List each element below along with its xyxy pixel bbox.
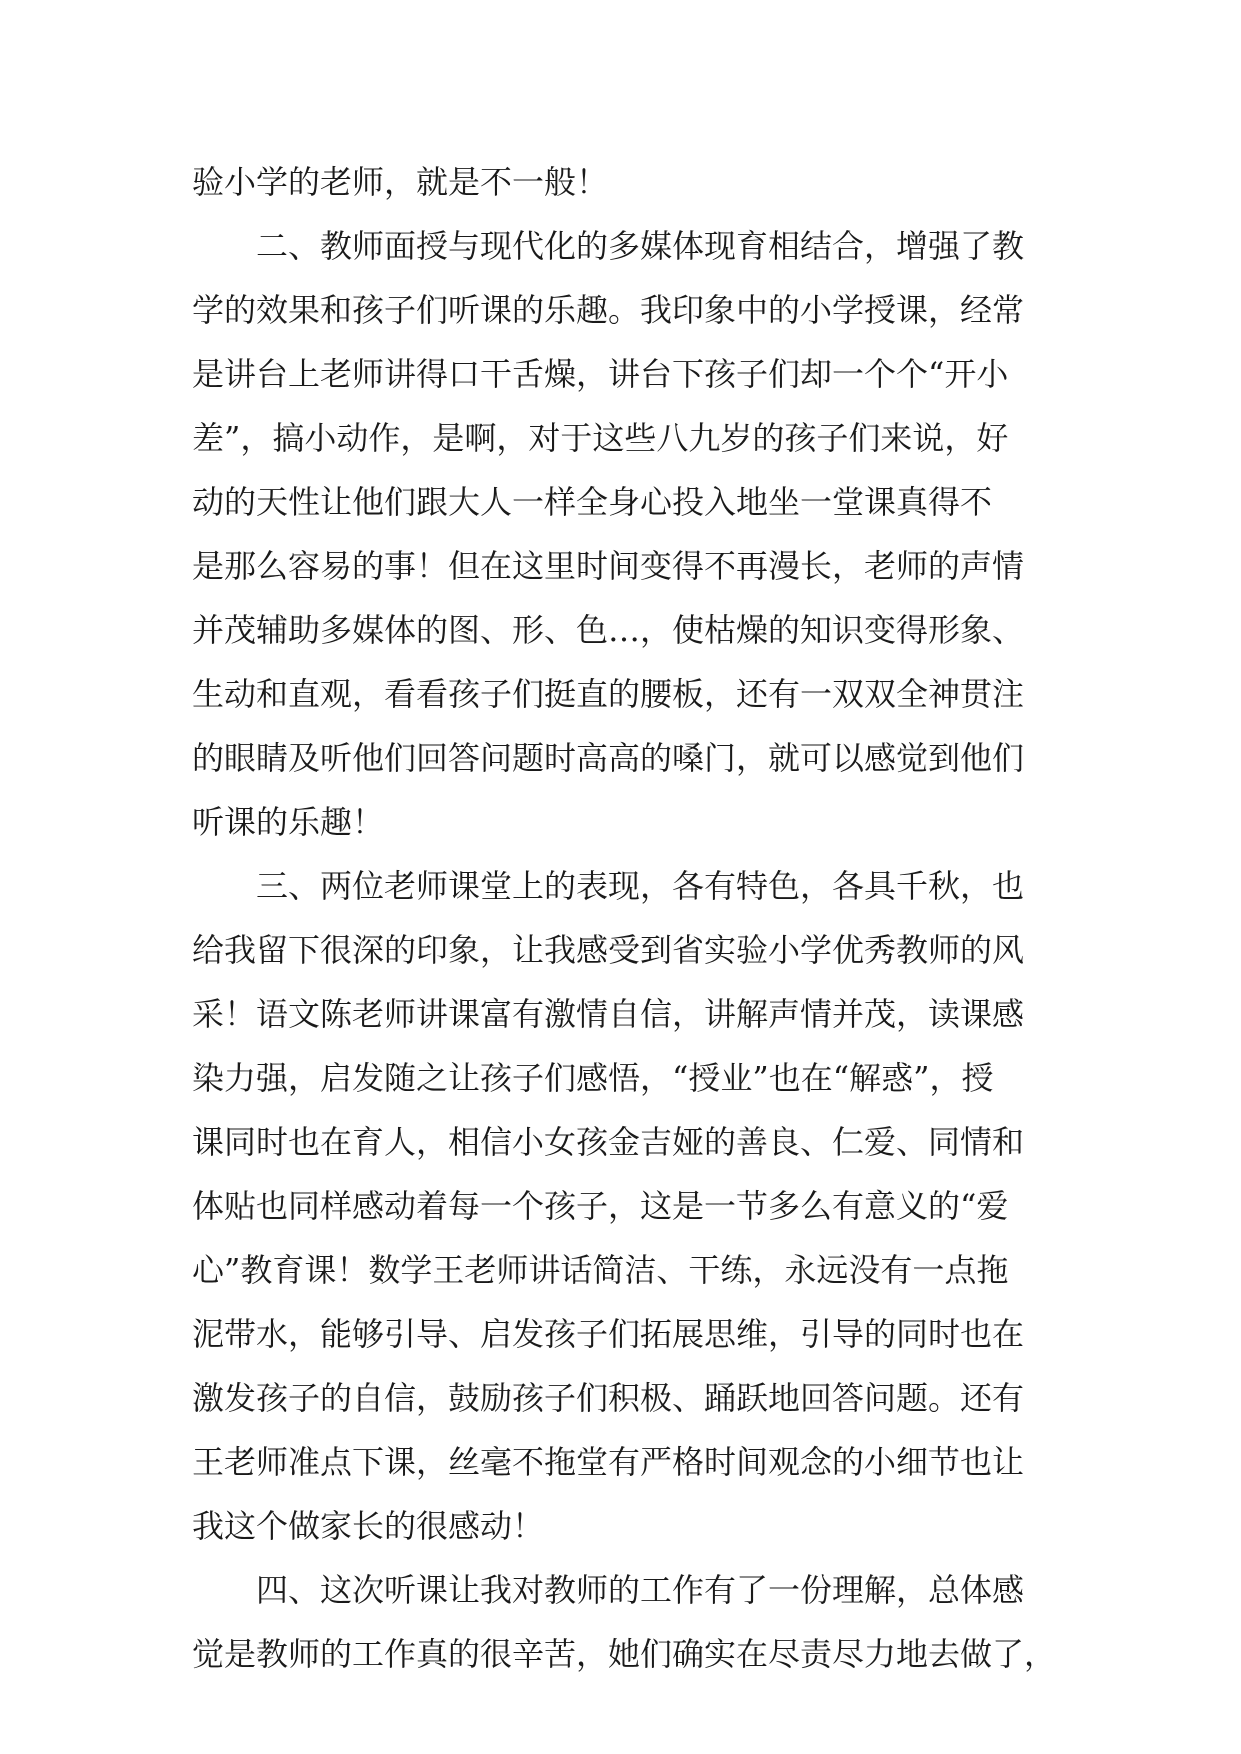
text-line: 学的效果和孩子们听课的乐趣。我印象中的小学授课，经常 xyxy=(192,291,1025,329)
text-line: 激发孩子的自信，鼓励孩子们积极、踊跃地回答问题。还有 xyxy=(192,1379,1025,1417)
text-line: 体贴也同样感动着每一个孩子，这是一节多么有意义的“爱 xyxy=(192,1187,1009,1225)
text-line: 给我留下很深的印象，让我感受到省实验小学优秀教师的风 xyxy=(192,931,1025,969)
text-line: 是那么容易的事！但在这里时间变得不再漫长，老师的声情 xyxy=(192,547,1025,585)
text-line: 课同时也在育人，相信小女孩金吉娅的善良、仁爱、同情和 xyxy=(192,1123,1025,1161)
text-line: 王老师准点下课，丝毫不拖堂有严格时间观念的小细节也让 xyxy=(192,1443,1025,1481)
text-line: 的眼睛及听他们回答问题时高高的嗓门，就可以感觉到他们 xyxy=(192,739,1025,777)
text-line: 生动和直观，看看孩子们挺直的腰板，还有一双双全神贯注 xyxy=(192,675,1025,713)
text-line: 是讲台上老师讲得口干舌燥，讲台下孩子们却一个个“开小 xyxy=(192,355,1009,393)
text-line: 泥带水，能够引导、启发孩子们拓展思维，引导的同时也在 xyxy=(192,1315,1025,1353)
text-line: 染力强，启发随之让孩子们感悟，“授业”也在“解惑”，授 xyxy=(192,1059,994,1097)
text-line: 动的天性让他们跟大人一样全身心投入地坐一堂课真得不 xyxy=(192,483,993,521)
text-line: 心”教育课！数学王老师讲话简洁、干练，永远没有一点拖 xyxy=(192,1251,1009,1289)
text-line: 并茂辅助多媒体的图、形、色…，使枯燥的知识变得形象、 xyxy=(192,611,1025,649)
document-body xyxy=(192,150,1057,1686)
text-line: 觉是教师的工作真的很辛苦，她们确实在尽责尽力地去做了， xyxy=(192,1635,1057,1673)
paragraph-4-start: 四、这次听课让我对教师的工作有了一份理解，总体感 xyxy=(192,1571,1025,1609)
text-line: 听课的乐趣！ xyxy=(192,803,385,841)
text-line: 我这个做家长的很感动！ xyxy=(192,1507,545,1545)
text-line: 验小学的老师，就是不一般！ xyxy=(192,163,609,201)
text-line: 差”，搞小动作，是啊，对于这些八九岁的孩子们来说，好 xyxy=(192,419,1009,457)
text-line: 采！语文陈老师讲课富有激情自信，讲解声情并茂，读课感 xyxy=(192,995,1025,1033)
paragraph-3-start: 三、两位老师课堂上的表现，各有特色，各具千秋，也 xyxy=(192,867,1025,905)
paragraph-2-start: 二、教师面授与现代化的多媒体现育相结合，增强了教 xyxy=(192,227,1025,265)
